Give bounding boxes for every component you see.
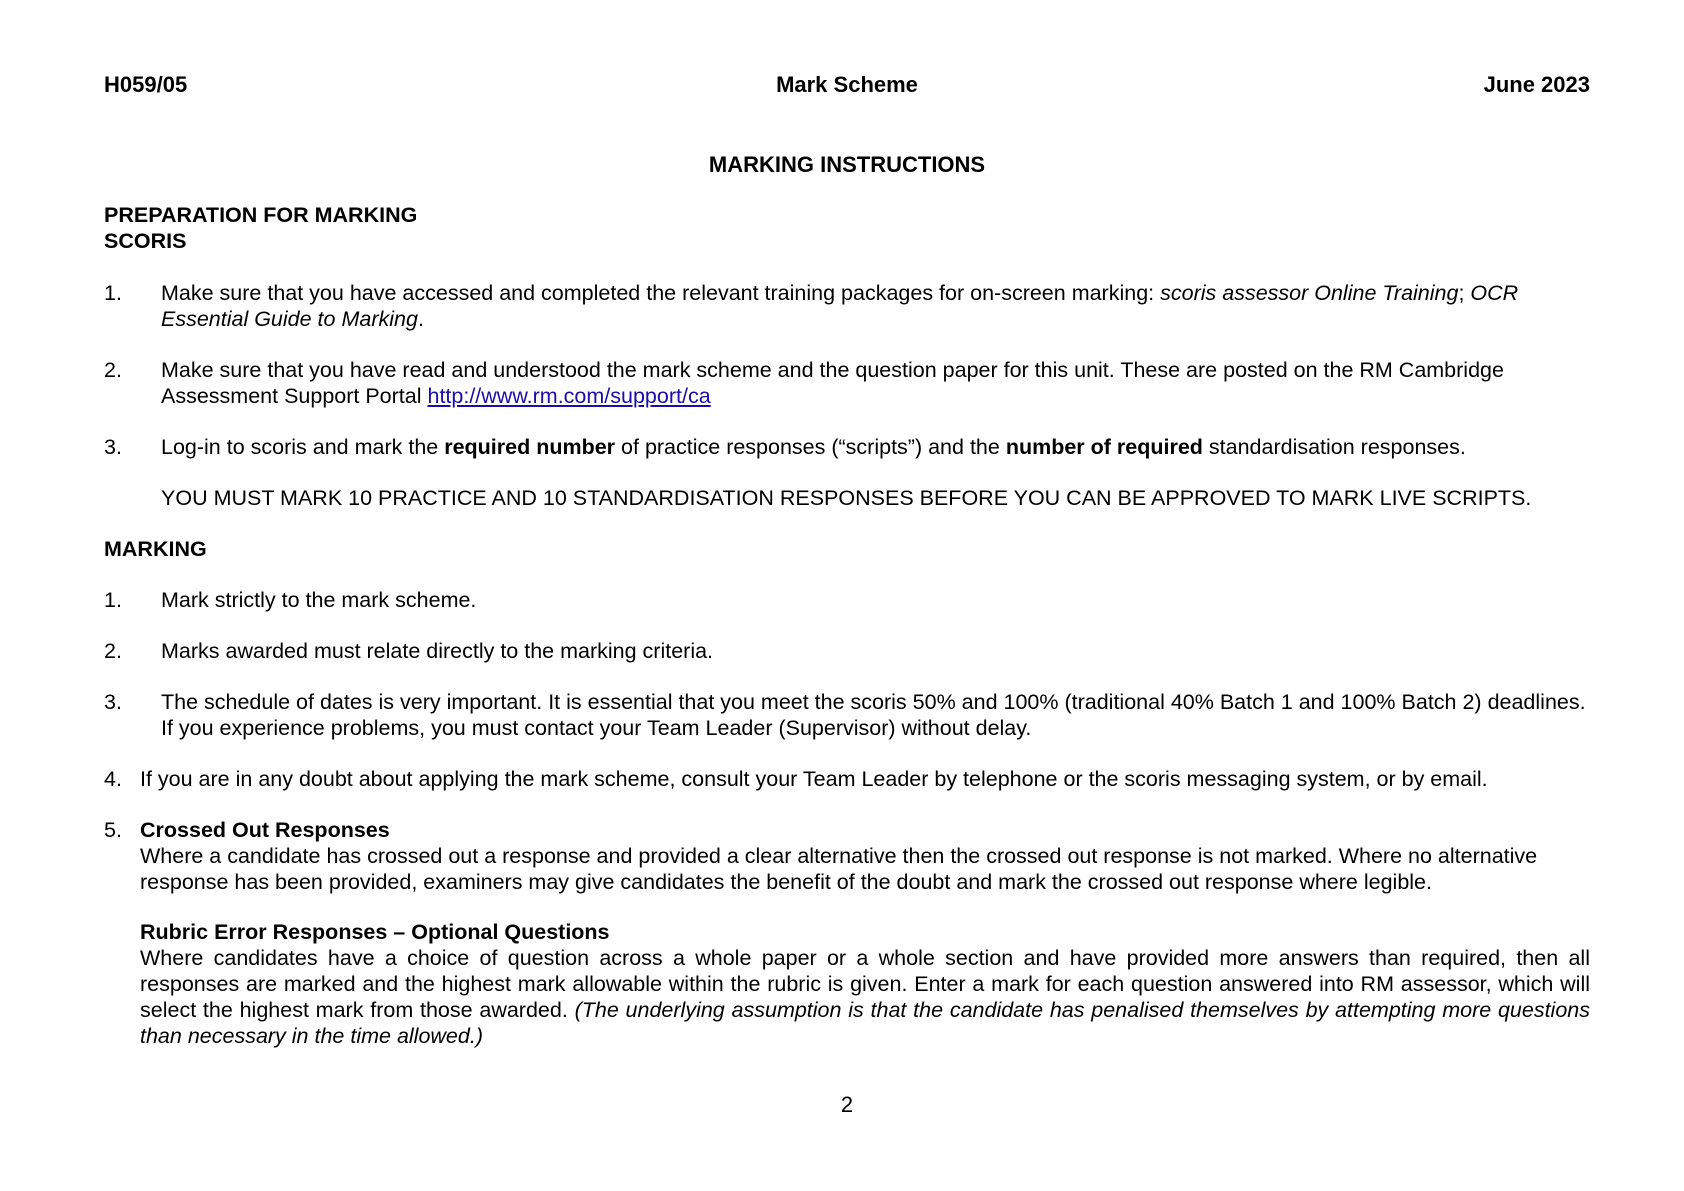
approval-notice: YOU MUST MARK 10 PRACTICE AND 10 STANDARDISATION RESPONSES BEFORE YOU CAN BE APPROVED TO MARK LIVE SCRIPTS. [161, 486, 1532, 510]
item-number: 2. [104, 358, 122, 382]
item-number: 4. [104, 767, 122, 791]
crossed-out-text: Where a candidate has crossed out a response and provided a clear alternative then the crossed out response is not marked. Where no alternative response has been provided, examiners may give candidates the benefit of the doubt and mark the crossed out response where legible. [140, 844, 1538, 894]
rubric-error-heading: Rubric Error Responses – Optional Questions [140, 920, 610, 944]
item-number: 1. [104, 588, 122, 612]
marking-heading: MARKING [104, 537, 207, 561]
item-number: 2. [104, 639, 122, 663]
item-content [140, 817, 1590, 895]
item-number: 3. [104, 690, 122, 714]
scoris-subheading: SCORIS [104, 229, 187, 253]
item-number: 5. [104, 818, 122, 842]
crossed-out-heading: Crossed Out Responses [140, 818, 390, 842]
rubric-error-block [140, 919, 1590, 1049]
header-paper-code: H059/05 [104, 72, 188, 97]
item-text: Mark strictly to the mark scheme. [161, 588, 477, 612]
support-portal-link[interactable]: http://www.rm.com/support/ca [427, 384, 711, 408]
header-title: Mark Scheme [776, 72, 918, 97]
item-text: Marks awarded must relate directly to the marking criteria. [161, 639, 714, 663]
item-text: Make sure that you have accessed and completed the relevant training packages for on-screen marking: scoris assessor Online Training; OCR Essential Guide to Marking. [161, 281, 1519, 331]
preparation-heading: PREPARATION FOR MARKING [104, 203, 418, 227]
item-number: 1. [104, 281, 122, 305]
rubric-error-text: Where candidates have a choice of question across a whole paper or a whole section and have provided more answers than required, then all responses are marked and the highest mark allowable within the rubric is given. Enter a mark for each question answered into RM assessor, which will select the highest mark from those awarded. (The underlying assumption is that the candidate has penalised themselves by attempting more questions than necessary in the time allowed.) [140, 946, 1591, 1048]
item-text: Log-in to scoris and mark the required number of practice responses (“scripts”) and the number of required standardisation responses. [161, 435, 1466, 459]
item-text: The schedule of dates is very important. It is essential that you meet the scoris 50% and 100% (traditional 40% Batch 1 and 100% Batch 2) deadlines. If you experience problems, you must contact your Team Leader (Supervisor) without delay. [161, 690, 1586, 740]
page-title: MARKING INSTRUCTIONS [708, 152, 986, 177]
document-page [104, 0, 1590, 1191]
item-text: Make sure that you have read and understood the mark scheme and the question paper for this unit. These are posted on the RM Cambridge Assessment Support Portal http://www.rm.com/support/ca [161, 358, 1504, 408]
item-number: 3. [104, 435, 122, 459]
header-date: June 2023 [1483, 72, 1590, 97]
item-text: If you are in any doubt about applying the mark scheme, consult your Team Leader by telephone or the scoris messaging system, or by email. [140, 767, 1488, 791]
page-number: 2 [840, 1092, 854, 1117]
